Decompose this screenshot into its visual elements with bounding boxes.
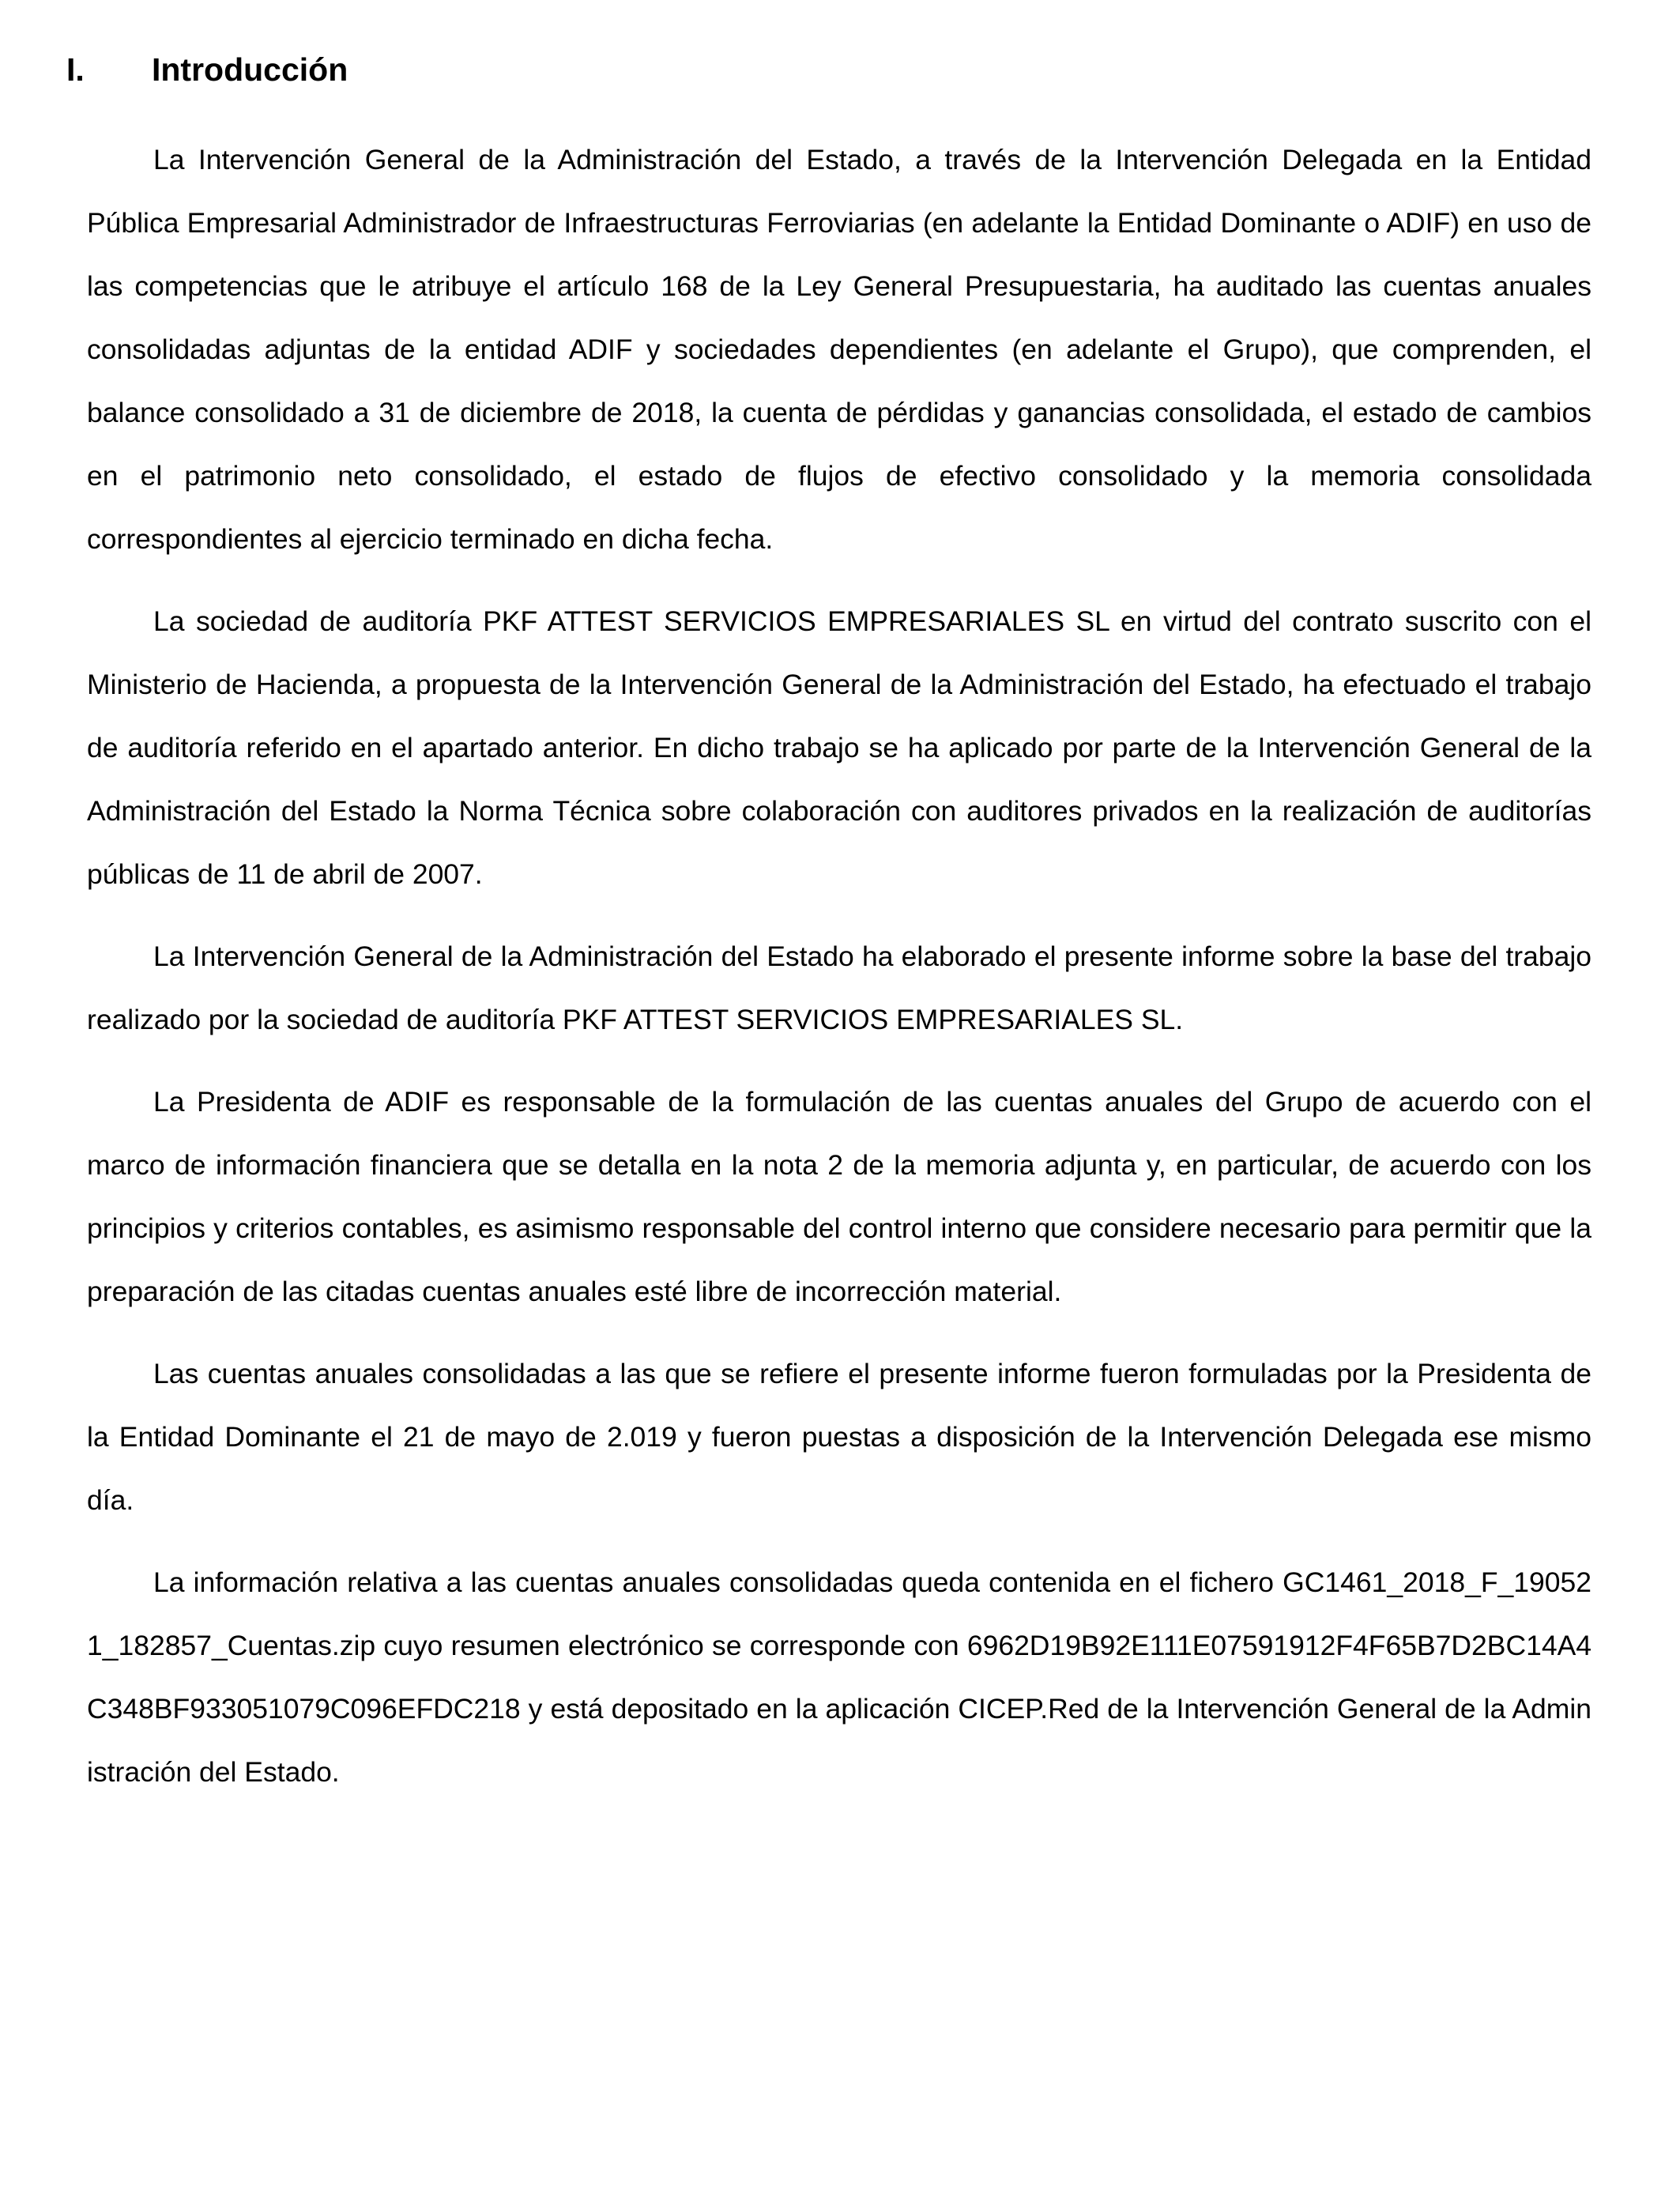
section-title: Introducción [152, 51, 348, 88]
section-heading [66, 46, 348, 93]
section-number: I. [66, 51, 85, 88]
paragraph-audit-scope: La Intervención General de la Administración del Estado, a través de la Intervención Delegada en la Entidad Pública Empresarial Administrador de Infraestructuras Ferroviarias (en adelante la Entidad Dominante o ADIF) en uso de las competencias que le atribuye el artículo 168 de la Ley General Presupuestaria, ha auditado las cuentas anuales consolidadas adjuntas de la entidad ADIF y sociedades dependientes (en adelante el Grupo), que comprenden, el balance consolidado a 31 de diciembre de 2018, la cuenta de pérdidas y ganancias consolidada, el estado de cambios en el patrimonio neto consolidado, el estado de flujos de efectivo consolidado y la memoria consolidada correspondientes al ejercicio terminado en dicha fecha. [87, 144, 1591, 555]
paragraph-formulation: Las cuentas anuales consolidadas a las que se refiere el presente informe fueron formuladas por la Presidenta de la Entidad Dominante el 21 de mayo de 2.019 y fueron puestas a disposición de la Intervención Delegada ese mismo día. [87, 1358, 1591, 1516]
paragraph-file-info: La información relativa a las cuentas anuales consolidadas queda contenida en el fichero GC1461_2018_F_190521_182857_Cuentas.zip cuyo resumen electrónico se corresponde con 6962D19B92E111E07591912F4F65B7D2BC14A4C348BF933051079C096EFDC218 y está depositado en la aplicación CICEP.Red de la Intervención General de la Administración del Estado. [87, 1566, 1591, 1788]
body-text [87, 128, 1591, 1823]
paragraph-report-basis: La Intervención General de la Administración del Estado ha elaborado el presente informe sobre la base del trabajo realizado por la sociedad de auditoría PKF ATTEST SERVICIOS EMPRESARIALES SL. [87, 941, 1591, 1035]
paragraph-responsibility: La Presidenta de ADIF es responsable de la formulación de las cuentas anuales del Grupo de acuerdo con el marco de información financiera que se detalla en la nota 2 de la memoria adjunta y, en particular, de acuerdo con los principios y criterios contables, es asimismo responsable del control interno que considere necesario para permitir que la preparación de las citadas cuentas anuales esté libre de incorrección material. [87, 1086, 1591, 1307]
paragraph-audit-firm: La sociedad de auditoría PKF ATTEST SERVICIOS EMPRESARIALES SL en virtud del contrato suscrito con el Ministerio de Hacienda, a propuesta de la Intervención General de la Administración del Estado, ha efectuado el trabajo de auditoría referido en el apartado anterior. En dicho trabajo se ha aplicado por parte de la Intervención General de la Administración del Estado la Norma Técnica sobre colaboración con auditores privados en la realización de auditorías públicas de 11 de abril de 2007. [87, 605, 1591, 890]
